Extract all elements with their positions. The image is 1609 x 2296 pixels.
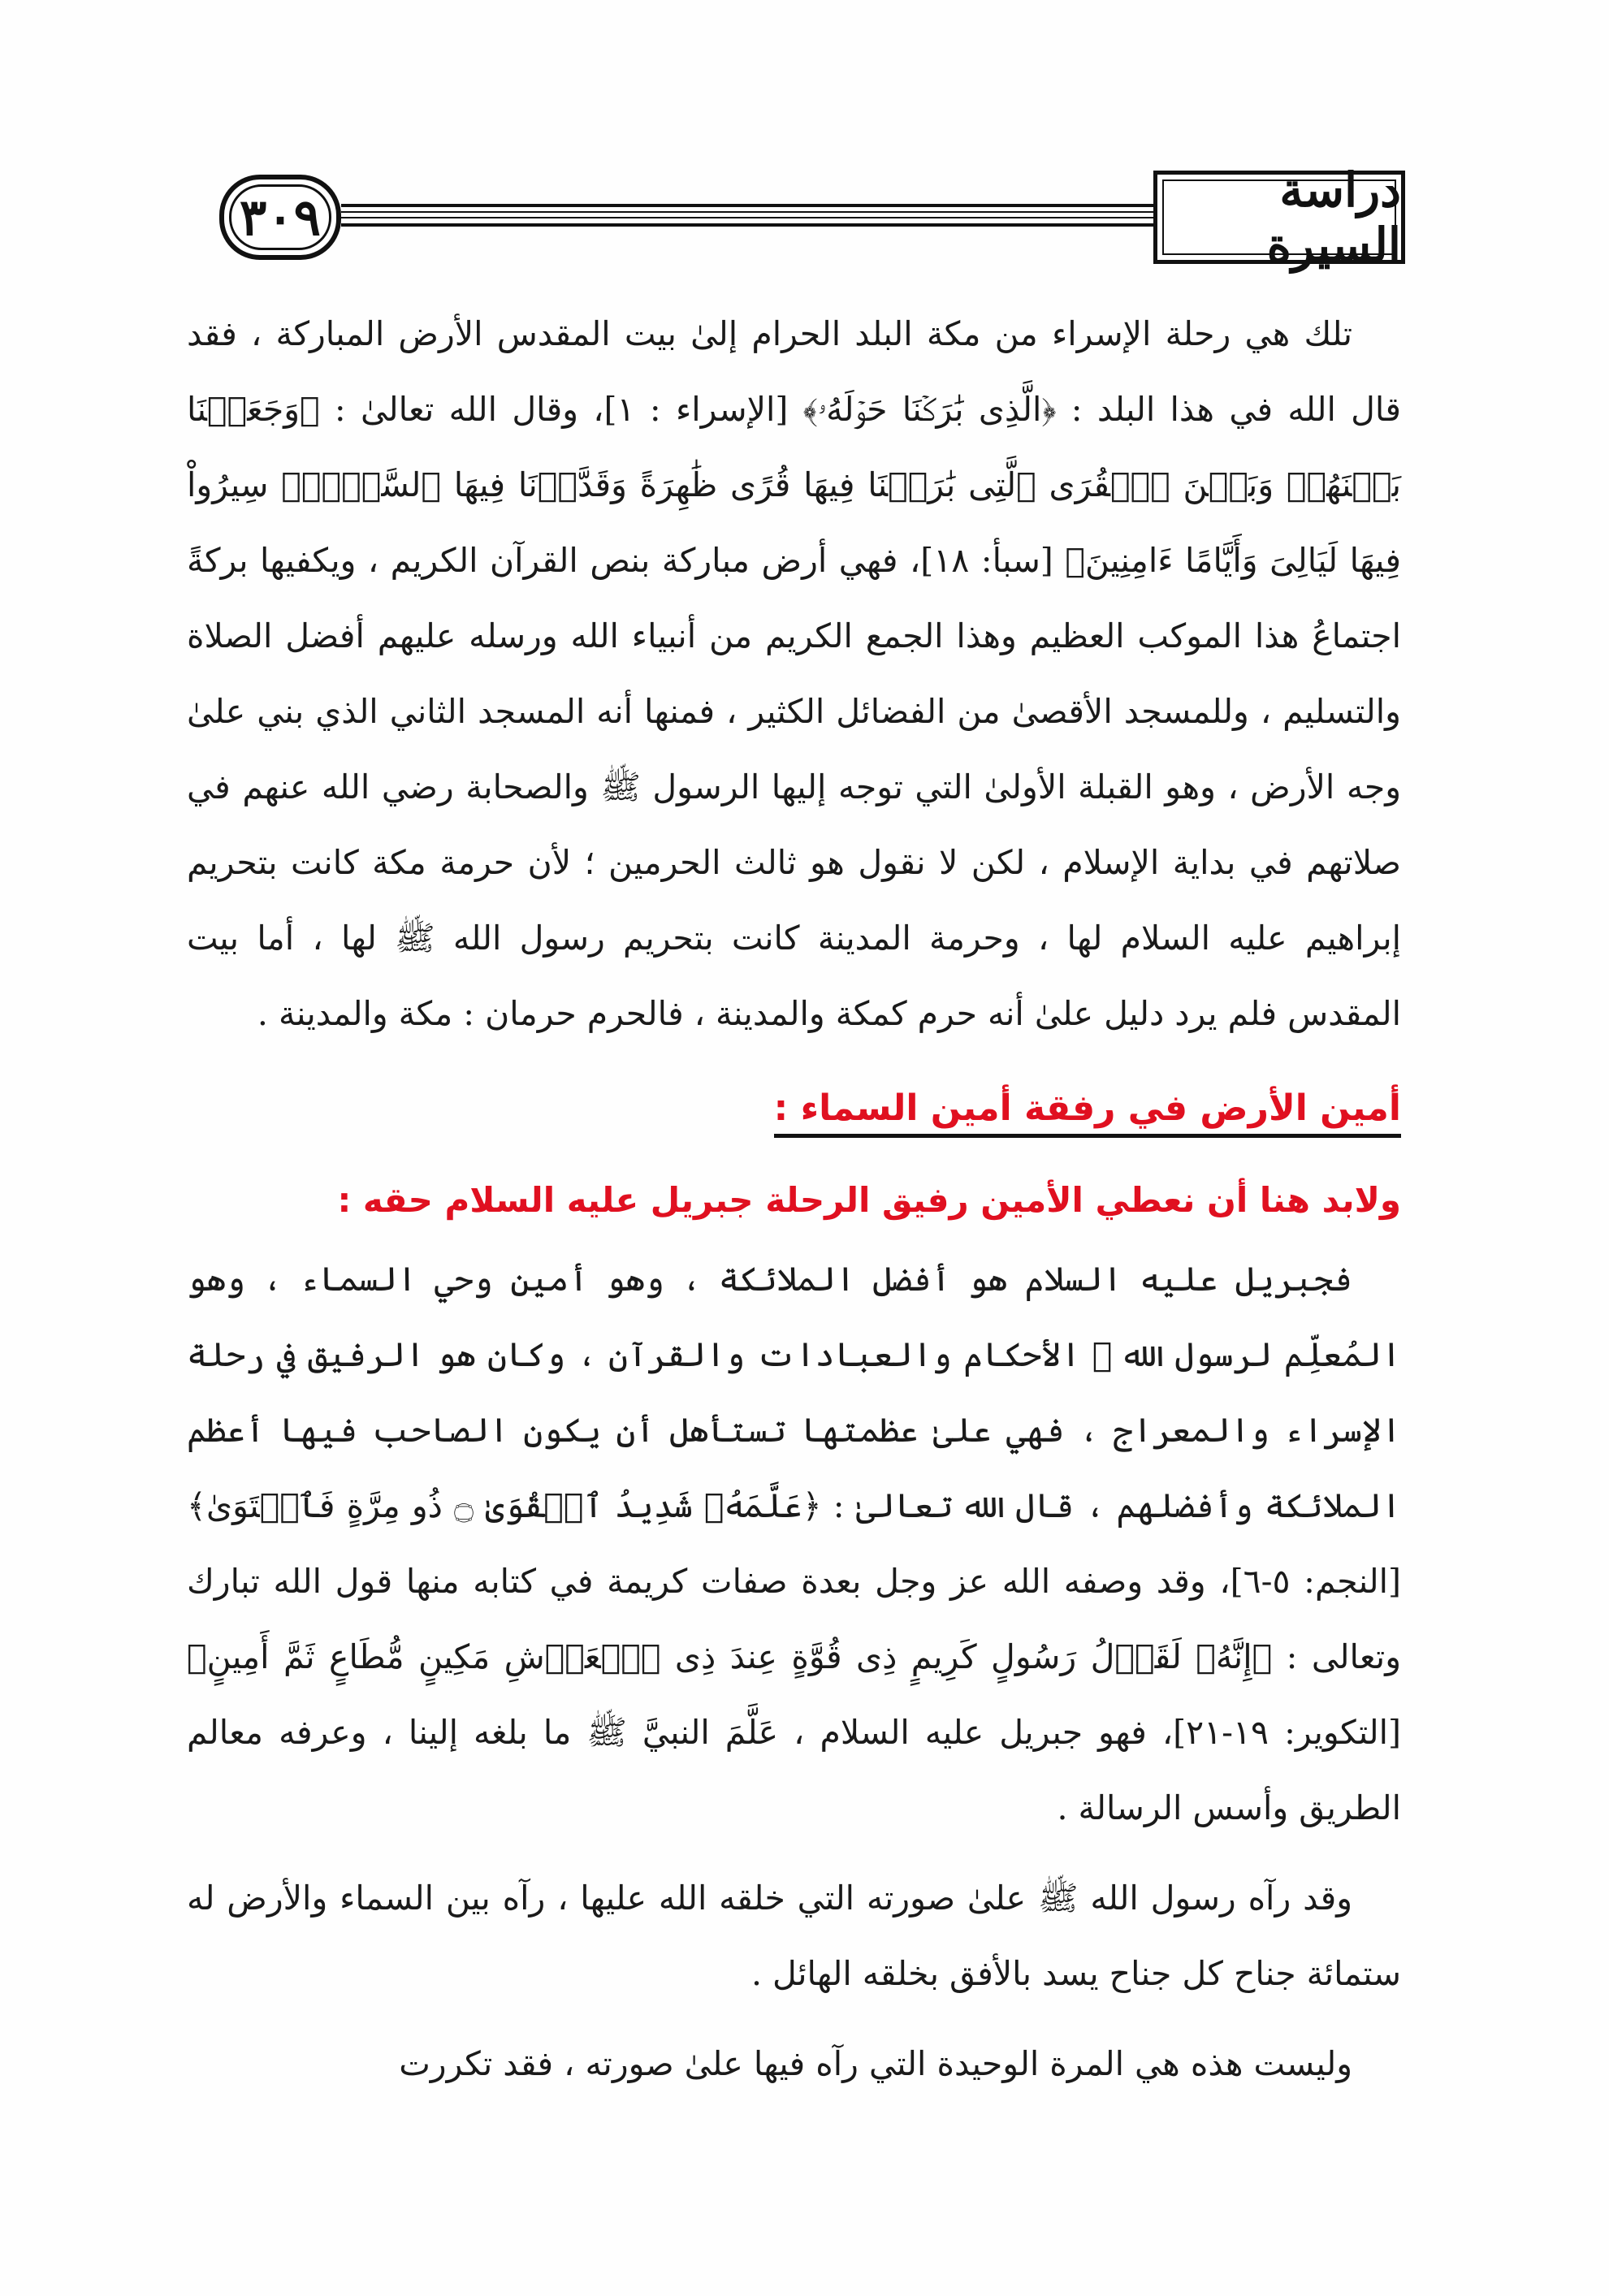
- book-title-cartouche: [1153, 162, 1405, 273]
- page-body: [187, 296, 1401, 2102]
- page-number: ٣٠٩: [240, 188, 321, 247]
- sub-heading: ولابد هنا أن نعطي الأمين رفيق الرحلة جبريل عليه السلام حقه :: [337, 1180, 1401, 1220]
- section-heading: [187, 1076, 1401, 1141]
- header-rule: [341, 201, 1170, 233]
- page-number-badge: [219, 175, 341, 260]
- book-title: دراسة السيرة: [1266, 162, 1401, 273]
- paragraph-isra-journey: تلك هي رحلة الإسراء من مكة البلد الحرام إلىٰ بيت المقدس الأرض المباركة ، فقد قال الله في هذا البلد : ﴿الَّذِى بَٰرَكۡنَا حَوۡلَهُۥ﴾ [الإسراء : ١]، وقال الله تعالىٰ : ﴿وَجَعَلۡنَا بَيۡنَهُمۡ وَبَيۡنَ ٱلۡقُرَى ٱلَّتِى بَٰرَكۡنَا فِيهَا قُرًى ظَٰهِرَةً وَقَدَّرۡنَا فِيهَا ٱلسَّيۡرَۖ سِيرُواْ فِيهَا لَيَالِىَ وَأَيَّامًا ءَامِنِينَ﴾ [سبأ: ١٨]، فهي أرض مباركة بنص القرآن الكريم ، ويكفيها بركةً اجتماعُ هذا الموكب العظيم وهذا الجمع الكريم من أنبياء الله ورسله عليهم أفضل الصلاة والتسليم ، وللمسجد الأقصىٰ من الفضائل الكثير ، فمنها أنه المسجد الثاني الذي بني علىٰ وجه الأرض ، وهو القبلة الأولىٰ التي توجه إليها الرسول ﷺ والصحابة رضي الله عنهم في صلاتهم في بداية الإسلام ، لكن لا نقول هو ثالث الحرمين ؛ لأن حرمة مكة كانت بتحريم إبراهيم عليه السلام لها ، وحرمة المدينة كانت بتحريم رسول الله ﷺ لها ، أما بيت المقدس فلم يرد دليل علىٰ أنه حرم كمكة والمدينة ، فالحرم حرمان : مكة والمدينة .: [187, 314, 1402, 1033]
- paragraph-true-form: وقد رآه رسول الله ﷺ علىٰ صورته التي خلقه الله عليها ، رآه بين السماء والأرض له ستمائة جناح كل جناح يسد بالأفق بخلقه الهائل .: [187, 1879, 1401, 1993]
- paragraph-repeated-sighting: وليست هذه هي المرة الوحيدة التي رآه فيها علىٰ صورته ، فقد تكررت: [399, 2044, 1352, 2083]
- page-header: [187, 158, 1421, 272]
- section-heading-text: أمين الأرض في رفقة أمين السماء :: [774, 1087, 1401, 1138]
- paragraph-jibril: فجبريل عليه السلام هو أفضل الملائكة ، وهو أمين وحي السماء ، وهو المُعلِّم لرسول الله ﷺ الأحكام والعبادات والقرآن ، وكان هو الرفيق في رحلة الإسراء والمعراج ، فهي علىٰ عظمتها تستأهل أن يكون الصاحب فيها أعظم الملائكة وأفضلهم ، قال الله تعالىٰ : ﴿عَلَّمَهُۥ شَدِيدُ ٱلۡقُوَىٰ ۝ ذُو مِرَّةٍ فَٱسۡتَوَىٰ﴾ [النجم: ٥-٦]، وقد وصفه الله عز وجل بعدة صفات كريمة في كتابه منها قول الله تبارك وتعالى : ﴿إِنَّهُۥ لَقَوۡلُ رَسُولٍ كَرِيمٍ ذِى قُوَّةٍ عِندَ ذِى ٱلۡعَرۡشِ مَكِينٍ مُّطَاعٍ ثَمَّ أَمِينٍ﴾ [التكوير: ١٩-٢١]، فهو جبريل عليه السلام ، عَلَّمَ النبيَّ ﷺ ما بلغه إلينا ، وعرفه معالم الطريق وأسس الرسالة .: [187, 1260, 1402, 1827]
